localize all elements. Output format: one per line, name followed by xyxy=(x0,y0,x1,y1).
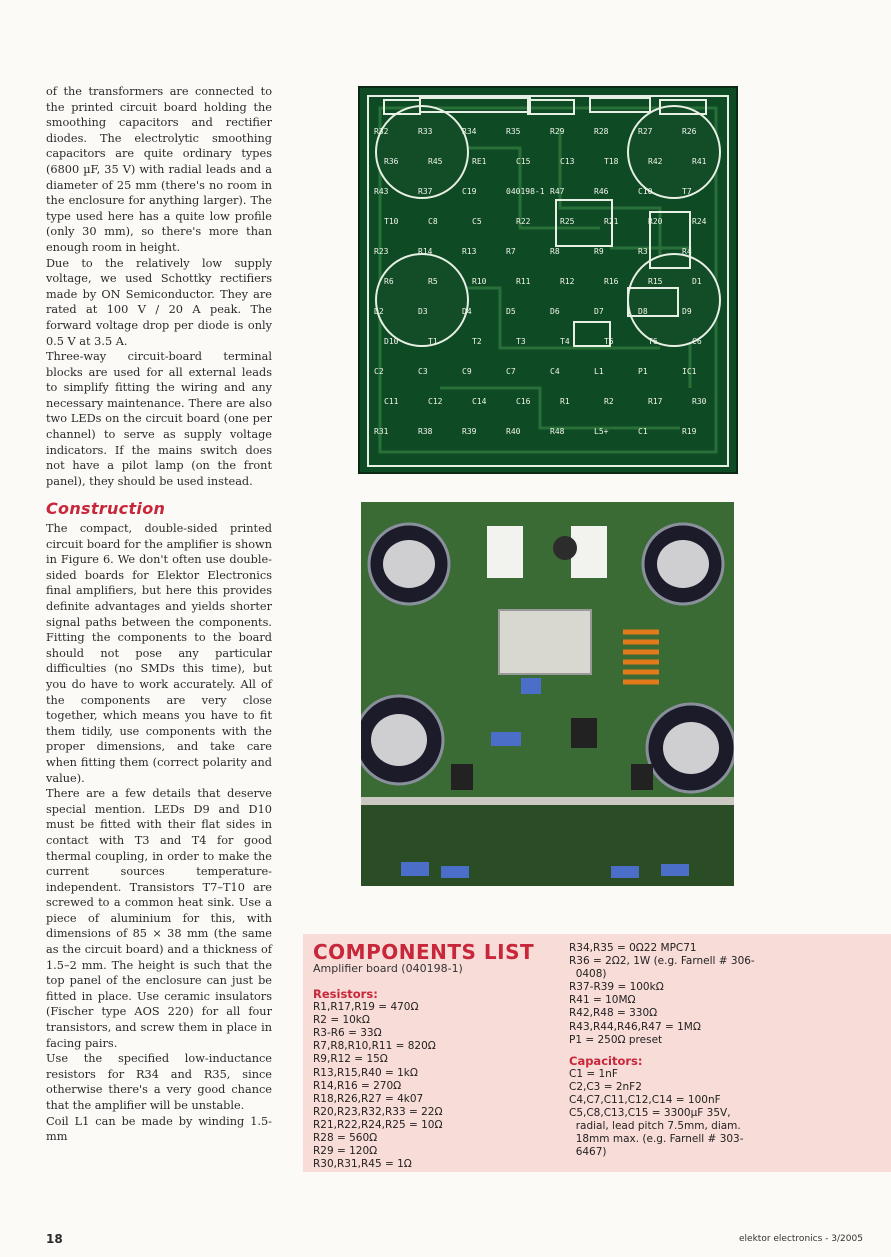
pcb-silkscreen-label: T18 xyxy=(604,157,619,166)
resistor-item: R41 = 10MΩ xyxy=(569,994,636,1007)
pcb-silkscreen-label: R2 xyxy=(604,397,614,406)
pcb-silkscreen-label: R8 xyxy=(550,247,560,256)
pcb-silkscreen-label: R1 xyxy=(560,397,570,406)
pcb-silkscreen-label: D1 xyxy=(692,277,702,286)
pcb-silkscreen-label: R12 xyxy=(560,277,575,286)
components-resistors-column xyxy=(313,980,543,1171)
capacitors-heading: Capacitors: xyxy=(569,1053,643,1068)
pcb-silkscreen-label: L5+ xyxy=(594,427,609,436)
pcb-silkscreen-label: R22 xyxy=(516,217,531,226)
pcb-silkscreen-label: C3 xyxy=(418,367,428,376)
resistor-item: R3-R6 = 33Ω xyxy=(313,1027,382,1040)
pcb-layout-drawing xyxy=(360,88,736,472)
pcb-silkscreen-label: D9 xyxy=(682,307,692,316)
pcb-silkscreen-label: R32 xyxy=(374,127,389,136)
pcb-silkscreen-label: D10 xyxy=(384,337,399,346)
resistor-item: R14,R16 = 270Ω xyxy=(313,1079,402,1092)
pcb-silkscreen-label: R4 xyxy=(682,247,692,256)
pcb-silkscreen-label: T10 xyxy=(384,217,399,226)
pcb-silkscreen-label: R41 xyxy=(692,157,707,166)
pcb-silkscreen-label: C1 xyxy=(638,427,648,436)
pcb-silkscreen-label: R3 xyxy=(638,247,648,256)
pcb-silkscreen-label: C7 xyxy=(506,367,516,376)
pcb-silkscreen-label: R33 xyxy=(418,127,433,136)
pcb-silkscreen-label: R37 xyxy=(418,187,433,196)
pcb-silkscreen-label: C4 xyxy=(550,367,560,376)
pcb-silkscreen-label: R38 xyxy=(418,427,433,436)
capacitor-item: C1 = 1nF xyxy=(569,1067,618,1080)
resistor-item: R37-R39 = 100kΩ xyxy=(569,981,664,994)
pcb-silkscreen-label: T6 xyxy=(648,337,658,346)
pcb-silkscreen-label: T4 xyxy=(560,337,570,346)
resistor-item: R30,R31,R45 = 1Ω xyxy=(313,1158,412,1171)
resistor-item: R43,R44,R46,R47 = 1MΩ xyxy=(569,1020,701,1033)
resistor-item: R42,R48 = 330Ω xyxy=(569,1007,658,1020)
paragraph: of the transformers are connected to the printed circuit board holding the smoothing capacitors and rectifier diodes. The electrolytic smoothing capacitors are quite ordinary types (6800 µF, 35 V) with radial leads and a diameter of 25 mm (there's no room in the enclosure for anything larger). The type used here has a quite low profile (only 30 mm), so there's more than enough room in height. xyxy=(46,85,272,254)
pcb-silkscreen-label: R27 xyxy=(638,127,653,136)
pcb-silkscreen-label: C2 xyxy=(374,367,384,376)
resistor-item: P1 = 250Ω preset xyxy=(569,1033,663,1046)
pcb-silkscreen-label: R48 xyxy=(550,427,565,436)
pcb-silkscreen-label: R14 xyxy=(418,247,433,256)
pcb-silkscreen-label: D7 xyxy=(594,307,604,316)
pcb-silkscreen-label: C11 xyxy=(384,397,399,406)
paragraph: Three-way circuit-board terminal blocks are used for all external leads to simplify fitting the wiring and any necessary maintenance. There are also two LEDs on the circuit board (one per channel) to serve as supply voltage indicators. If the mains switch does not have a pilot lamp (on the front panel), they should be used instead. xyxy=(46,350,272,488)
pcb-silkscreen-label: R26 xyxy=(682,127,697,136)
pcb-silkscreen-label: C8 xyxy=(428,217,438,226)
pcb-silkscreen-label: R7 xyxy=(506,247,516,256)
pcb-silkscreen-label: C14 xyxy=(472,397,487,406)
pcb-silkscreen-label: D3 xyxy=(418,307,428,316)
paragraph: Due to the relatively low supply voltage, we used Schottky rectifiers made by ON Semiconductor. They are rated at 100 V / 20 A peak. The forward voltage drop per diode is only 0.5 V at 3.5 A. xyxy=(46,256,272,348)
resistor-item: R13,R15,R40 = 1kΩ xyxy=(313,1066,418,1079)
article-left-column xyxy=(46,84,272,1145)
pcb-silkscreen-label: C12 xyxy=(428,397,443,406)
pcb-silkscreen-label: R16 xyxy=(604,277,619,286)
resistors-heading: Resistors: xyxy=(313,987,378,1001)
photo-illustration xyxy=(361,502,734,886)
resistor-item: R7,R8,R10,R11 = 820Ω xyxy=(313,1040,436,1053)
pcb-silkscreen-label: R25 xyxy=(560,217,575,226)
pcb-silkscreen-label: C16 xyxy=(516,397,531,406)
resistor-item: R1,R17,R19 = 470Ω xyxy=(313,1001,419,1014)
pcb-silkscreen-label: T3 xyxy=(516,337,526,346)
pcb-silkscreen-label: C19 xyxy=(462,187,477,196)
pcb-silkscreen-label: D4 xyxy=(462,307,472,316)
resistor-item: R36 = 2Ω2, 1W (e.g. Farnell # 306- 0408) xyxy=(569,955,755,981)
resistor-item: R9,R12 = 15Ω xyxy=(313,1053,388,1066)
pcb-silkscreen-label: R6 xyxy=(384,277,394,286)
pcb-silkscreen-label: R46 xyxy=(594,187,609,196)
assembled-board-photo xyxy=(361,502,734,886)
paragraph: There are a few details that deserve special mention. LEDs D9 and D10 must be fitted with their flat sides in contact with T3 and T4 for good thermal coupling, in order to make the current sources temperature-independent. Transistors T7–T10 are screwed to a common heat sink. Use a piece of aluminium for this, with dimensions of 85 × 38 mm (the same as the circuit board) and a thickness of 1.5–2 mm. The height is such that the top panel of the enclosure can just be fitted in place. Use ceramic insulators (Fischer type AOS 220) for all four transistors, and screw them in place in facing pairs. xyxy=(46,787,272,1050)
pcb-silkscreen-label: R43 xyxy=(374,187,389,196)
pcb-silkscreen-label: R11 xyxy=(516,277,531,286)
components-right-column xyxy=(569,942,787,1160)
pcb-silkscreen-label: R29 xyxy=(550,127,565,136)
resistor-item: R29 = 120Ω xyxy=(313,1145,378,1158)
pcb-silkscreen-label: T5 xyxy=(604,337,614,346)
pcb-silkscreen-label: T7 xyxy=(682,187,692,196)
resistor-item: R34,R35 = 0Ω22 MPC71 xyxy=(569,942,697,954)
pcb-silkscreen-label: L1 xyxy=(594,367,604,376)
section-heading-construction: Construction xyxy=(46,499,166,519)
pcb-silkscreen-label: R24 xyxy=(692,217,707,226)
pcb-silkscreen-label: R45 xyxy=(428,157,443,166)
pcb-silkscreen-label: R21 xyxy=(604,217,619,226)
page-number: 18 xyxy=(46,1232,63,1246)
pcb-silkscreen-label: R10 xyxy=(472,277,487,286)
pcb-silkscreen-label: R47 xyxy=(550,187,565,196)
pcb-silkscreen-label: IC1 xyxy=(682,367,697,376)
pcb-silkscreen-label: R30 xyxy=(692,397,707,406)
pcb-silkscreen-label: R13 xyxy=(462,247,477,256)
resistor-item: R21,R22,R24,R25 = 10Ω xyxy=(313,1118,443,1131)
paragraph: Use the specified low-inductance resistors for R34 and R35, since otherwise there's a very good chance that the amplifier will be unstable. xyxy=(46,1052,272,1112)
pcb-silkscreen-label: R20 xyxy=(648,217,663,226)
pcb-silkscreen-label: C5 xyxy=(472,217,482,226)
pcb-silkscreen-label: R5 xyxy=(428,277,438,286)
pcb-silkscreen-label: R34 xyxy=(462,127,477,136)
pcb-silkscreen-label: R15 xyxy=(648,277,663,286)
pcb-silkscreen-label: 040198-1 xyxy=(506,187,545,196)
pcb-silkscreen-label: T1 xyxy=(428,337,438,346)
pcb-silkscreen-label: R31 xyxy=(374,427,389,436)
components-list-subtitle: Amplifier board (040198-1) xyxy=(313,962,463,975)
resistor-item: R18,R26,R27 = 4k07 xyxy=(313,1092,424,1105)
paragraph: Coil L1 can be made by winding 1.5-mm xyxy=(46,1114,272,1144)
pcb-silkscreen-label: C15 xyxy=(516,157,531,166)
pcb-silkscreen-label: D6 xyxy=(550,307,560,316)
pcb-silkscreen-label: R28 xyxy=(594,127,609,136)
pcb-silkscreen-label: C13 xyxy=(560,157,575,166)
pcb-silkscreen-label: P1 xyxy=(638,367,648,376)
pcb-silkscreen-label: R23 xyxy=(374,247,389,256)
pcb-silkscreen-label: R39 xyxy=(462,427,477,436)
capacitor-item: C2,C3 = 2nF2 xyxy=(569,1080,642,1093)
pcb-layout-figure xyxy=(358,86,738,474)
capacitor-item: C5,C8,C13,C15 = 3300µF 35V, radial, lead pitch 7.5mm, diam. 18mm max. (e.g. Farnell # 303- 6467) xyxy=(569,1107,744,1159)
resistor-item: R28 = 560Ω xyxy=(313,1132,378,1145)
pcb-silkscreen-label: D5 xyxy=(506,307,516,316)
components-list-title: COMPONENTS LIST xyxy=(313,940,535,964)
pcb-silkscreen-label: R35 xyxy=(506,127,521,136)
pcb-silkscreen-label: R17 xyxy=(648,397,663,406)
pcb-silkscreen-label: C6 xyxy=(692,337,702,346)
pcb-silkscreen-label: R9 xyxy=(594,247,604,256)
pcb-silkscreen-label: C9 xyxy=(462,367,472,376)
pcb-silkscreen-label: R19 xyxy=(682,427,697,436)
pcb-silkscreen-label: RE1 xyxy=(472,157,487,166)
pcb-silkscreen-label: D2 xyxy=(374,307,384,316)
pcb-silkscreen-label: R36 xyxy=(384,157,399,166)
pcb-silkscreen-label: R40 xyxy=(506,427,521,436)
capacitor-item: C4,C7,C11,C12,C14 = 100nF xyxy=(569,1094,721,1107)
pcb-silkscreen-label: C10 xyxy=(638,187,653,196)
publication-footer: elektor electronics - 3/2005 xyxy=(739,1234,863,1244)
pcb-silkscreen-label: T2 xyxy=(472,337,482,346)
resistor-item: R20,R23,R32,R33 = 22Ω xyxy=(313,1105,443,1118)
paragraph: The compact, double-sided printed circuit board for the amplifier is shown in Figure 6. We don't often use double-sided boards for Elektor Electronics final amplifiers, but here this provides definite advantages and yields shorter signal paths between the components. Fitting the components to the board should not pose any particular difficulties (no SMDs this time), but you do have to work accurately. All of the components are very close together, which means you have to fit them tidily, use components with the proper dimensions, and take care when fitting them (correct polarity and value). xyxy=(46,522,272,785)
resistor-item: R2 = 10kΩ xyxy=(313,1014,370,1027)
pcb-silkscreen-label: D8 xyxy=(638,307,648,316)
pcb-silkscreen-label: R42 xyxy=(648,157,663,166)
